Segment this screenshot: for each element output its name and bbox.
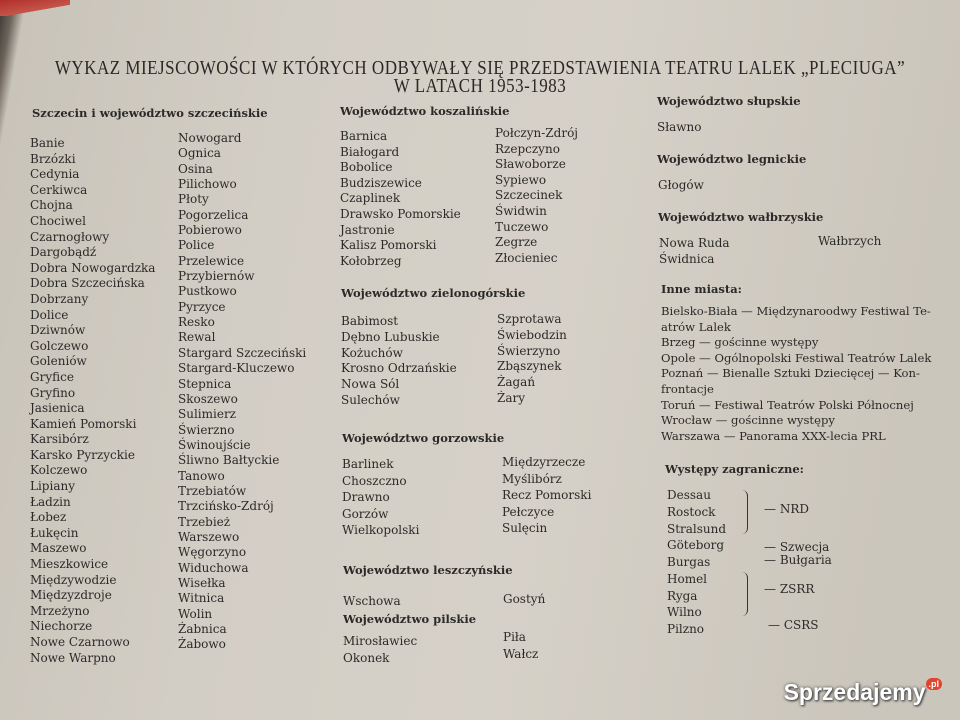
list-item: Trzebiatów [178,483,247,498]
zagraniczne-cities [667,487,726,638]
list-item: Dębno Lubuskie [341,329,440,344]
leszno-list-1 [343,594,401,610]
list-item: Połczyn-Zdrój [495,126,579,140]
list-item: Stargard-Kluczewo [178,361,295,376]
list-item: Świnoujście [178,437,251,452]
list-item: Gorzów [342,506,389,521]
list-item: Resko [178,315,215,330]
watermark-text: Sprzedajemy [783,679,926,705]
list-item: Łukęcin [30,525,79,540]
list-item: Zegrze [495,235,538,250]
list-item: Żabnica [178,622,227,636]
list-item: Szprotawa [497,312,562,326]
list-item: Jastronie [340,222,395,237]
szczecin-list-1 [30,136,155,666]
country-bulgaria: — Bułgaria [764,553,832,567]
list-item: Dessau [667,488,711,502]
country-csrs: — CSRS [768,618,819,632]
list-item: Cedynia [30,167,80,182]
list-item: Banie [30,136,65,150]
list-item: Stepnica [178,376,232,391]
list-item: Niechorze [30,619,93,634]
walbrzych-list-1 [659,236,730,267]
list-item: Głogów [658,178,704,192]
koszalin-list-2 [495,126,578,266]
list-item: Karsibórz [30,432,89,447]
watermark-logo [784,679,942,706]
section-header-inne: Inne miasta: [661,282,742,296]
list-item: Kolczewo [30,463,88,478]
list-item: Wielkopolski [342,523,420,537]
list-item: Choszczno [342,473,407,488]
list-item: Trzcińsko-Zdrój [178,499,274,514]
list-item: Recz Pomorski [502,488,592,502]
list-item: atrów Lalek [661,319,731,334]
list-item: Świdwin [495,203,547,218]
list-item: Drawsko Pomorskie [340,206,461,221]
list-item: Kalisz Pomorski [340,238,437,253]
list-item: Skoszewo [178,391,238,406]
section-header-koszalin: Województwo koszalińskie [340,104,510,118]
list-item: Tanowo [178,468,225,483]
list-item: Gostyń [503,592,546,606]
list-item: Bielsko-Biała — Międzynaroodwy Festiwal Te- [661,304,931,318]
list-item: Dziwnów [30,323,86,338]
section-header-zagraniczne: Występy zagraniczne: [665,462,804,476]
country-zsrr: — ZSRR [764,582,815,596]
walbrzych-list-2 [818,234,881,250]
list-item: Barnica [340,129,388,143]
list-item: Żabowo [178,637,226,652]
slupsk-list [657,120,702,136]
list-item: Śliwno Bałtyckie [178,453,280,468]
list-item: Piła [503,630,526,644]
list-item: Babimost [341,314,399,328]
list-item: Pilzno [667,622,705,636]
list-item: Wilno [667,605,702,620]
list-item: Czarnogłowy [30,229,110,244]
list-item: Budziszewice [340,175,422,190]
list-item: Przybiernów [178,269,255,284]
list-item: Węgorzyno [178,545,247,560]
list-item: Mrzeżyno [30,603,90,618]
list-item: Rzepczyno [495,141,560,156]
list-item: Międzywodzie [30,572,117,587]
list-item: Maszewo [30,541,87,556]
list-item: Przelewice [178,253,245,268]
list-item: Międzyrzecze [502,455,586,469]
list-item: Zbąszynek [497,359,562,374]
list-item: Göteborg [667,538,725,553]
brace-zsrr [741,572,748,616]
list-item: Dobrzany [30,291,89,306]
leszno-list-2 [503,592,545,608]
section-header-gorzow: Województwo gorzowskie [342,431,505,445]
list-item: Wolin [178,606,213,621]
list-item: Brzózki [30,151,76,166]
inne-list [661,304,931,444]
list-item: Dobra Szczecińska [30,276,145,291]
list-item: Ryga [667,588,698,603]
gorzow-list-2 [502,454,591,537]
list-item: Widuchowa [178,560,249,575]
list-item: Wałcz [503,647,539,661]
section-header-legnica: Województwo legnickie [657,152,807,166]
gorzow-list-1 [342,456,419,539]
list-item: Ładzin [30,494,71,509]
list-item: Wałbrzych [818,234,882,248]
list-item: Chociwel [30,213,86,228]
list-item: Barlinek [342,457,394,471]
page-title-line2: W LATACH 1953-1983 [393,74,567,97]
list-item: Sypiewo [495,172,547,187]
list-item: Osina [178,161,213,176]
list-item: Mieszkowice [30,557,109,572]
red-corner [0,0,70,16]
section-header-leszno: Województwo leszczyńskie [343,563,513,577]
legnica-list [658,178,704,194]
list-item: Brzeg — gościnne występy [661,335,819,350]
list-item: Nowe Czarnowo [30,635,130,649]
list-item: Wisełka [178,575,226,590]
list-item: Nowe Warpno [30,650,116,665]
list-item: Rewal [178,330,216,345]
list-item: Okonek [343,651,390,665]
list-item: Płoty [178,192,209,207]
list-item: Warszewo [178,529,240,544]
list-item: Pilichowo [178,177,237,192]
list-item: Świerzno [178,422,235,437]
list-item: Świerzyno [497,343,561,358]
list-item: Złocieniec [495,250,558,265]
list-item: Dolice [30,307,69,322]
section-header-slupsk: Województwo słupskie [657,94,801,108]
list-item: Łobez [30,510,67,525]
list-item: Cerkiwca [30,182,88,197]
koszalin-list-1 [340,129,461,269]
list-item: Dobra Nowogardzka [30,260,156,275]
watermark-suffix: .pl [926,678,943,690]
list-item: Gryfino [30,385,76,400]
zielonagora-list-2 [497,312,567,407]
list-item: Sulechów [341,392,400,407]
section-header-szczecin: Szczecin i województwo szczecińskie [32,106,268,120]
list-item: Świdnica [659,251,715,266]
list-item: Lipiany [30,479,75,494]
list-item: Czaplinek [340,191,401,206]
list-item: Bobolice [340,160,393,175]
country-nrd: — NRD [764,502,809,516]
list-item: Witnica [178,591,225,606]
section-header-zielonagora: Województwo zielonogórskie [341,286,526,300]
list-item: Pełczyce [502,504,555,519]
brace-nrd [741,490,748,534]
list-item: Nowogard [178,131,242,145]
list-item: Burgas [667,555,711,569]
list-item: Jasienica [30,401,85,416]
list-item: frontacje [661,381,714,396]
list-item: Mirosławiec [343,634,418,648]
list-item: Drawno [342,490,390,504]
list-item: Białogard [340,144,400,159]
zielonagora-list-1 [341,314,457,409]
section-header-pila: Województwo pilskie [343,612,477,626]
list-item: Pogorzelica [178,207,249,222]
list-item: Homel [667,571,708,586]
list-item: Szczecinek [495,188,563,203]
list-item: Stralsund [667,521,727,536]
list-item: Sulimierz [178,407,237,422]
pila-list-2 [503,629,538,663]
list-item: Ognica [178,146,221,161]
list-item: Dargobądź [30,245,97,260]
list-item: Sulęcin [502,521,548,535]
list-item: Police [178,238,215,253]
list-item: Karsko Pyrzyckie [30,447,135,462]
list-item: Żagań [497,375,536,390]
list-item: Nowa Ruda [659,236,730,250]
list-item: Kołobrzeg [340,253,402,268]
list-item: Międzyzdroje [30,588,112,603]
list-item: Kożuchów [341,345,403,360]
list-item: Golczewo [30,338,89,353]
list-item: Nowa Sól [341,377,400,392]
list-item: Wschowa [343,594,401,608]
list-item: Trzebież [178,514,231,529]
list-item: Poznań — Bienalle Sztuki Dziecięcej — Kon- [661,366,920,381]
list-item: Pobierowo [178,223,242,238]
list-item: Sławno [657,120,702,134]
list-item: Wrocław — gościnne występy [661,413,835,428]
list-item: Żary [497,390,526,405]
list-item: Gryfice [30,369,74,384]
list-item: Chojna [30,198,73,213]
list-item: Myślibórz [502,471,562,486]
list-item: Pyrzyce [178,299,226,314]
szczecin-list-2 [178,131,306,653]
list-item: Stargard Szczeciński [178,345,307,360]
list-item: Goleniów [30,354,87,369]
list-item: Pustkowo [178,284,237,299]
section-header-walbrzych: Województwo wałbrzyskie [658,210,824,224]
list-item: Tuczewo [495,219,549,234]
list-item: Rostock [667,504,716,519]
list-item: Kamień Pomorski [30,416,137,431]
pila-list-1 [343,633,417,667]
page-title-line1: WYKAZ MIEJSCOWOŚCI W KTÓRYCH ODBYWAŁY SIĘ PRZEDSTAWIENIA TEATRU LALEK „PLECIUGA” [54,56,906,79]
list-item: Świebodzin [497,327,567,342]
list-item: Krosno Odrzańskie [341,361,457,376]
list-item: Toruń — Festiwal Teatrów Polski Północnej [661,397,914,412]
list-item: Warszawa — Panorama XXX-lecia PRL [661,428,886,443]
country-szwecja: — Szwecja [764,540,830,554]
list-item: Opole — Ogólnopolski Festiwal Teatrów Lalek [661,350,932,365]
list-item: Sławoborze [495,157,566,172]
